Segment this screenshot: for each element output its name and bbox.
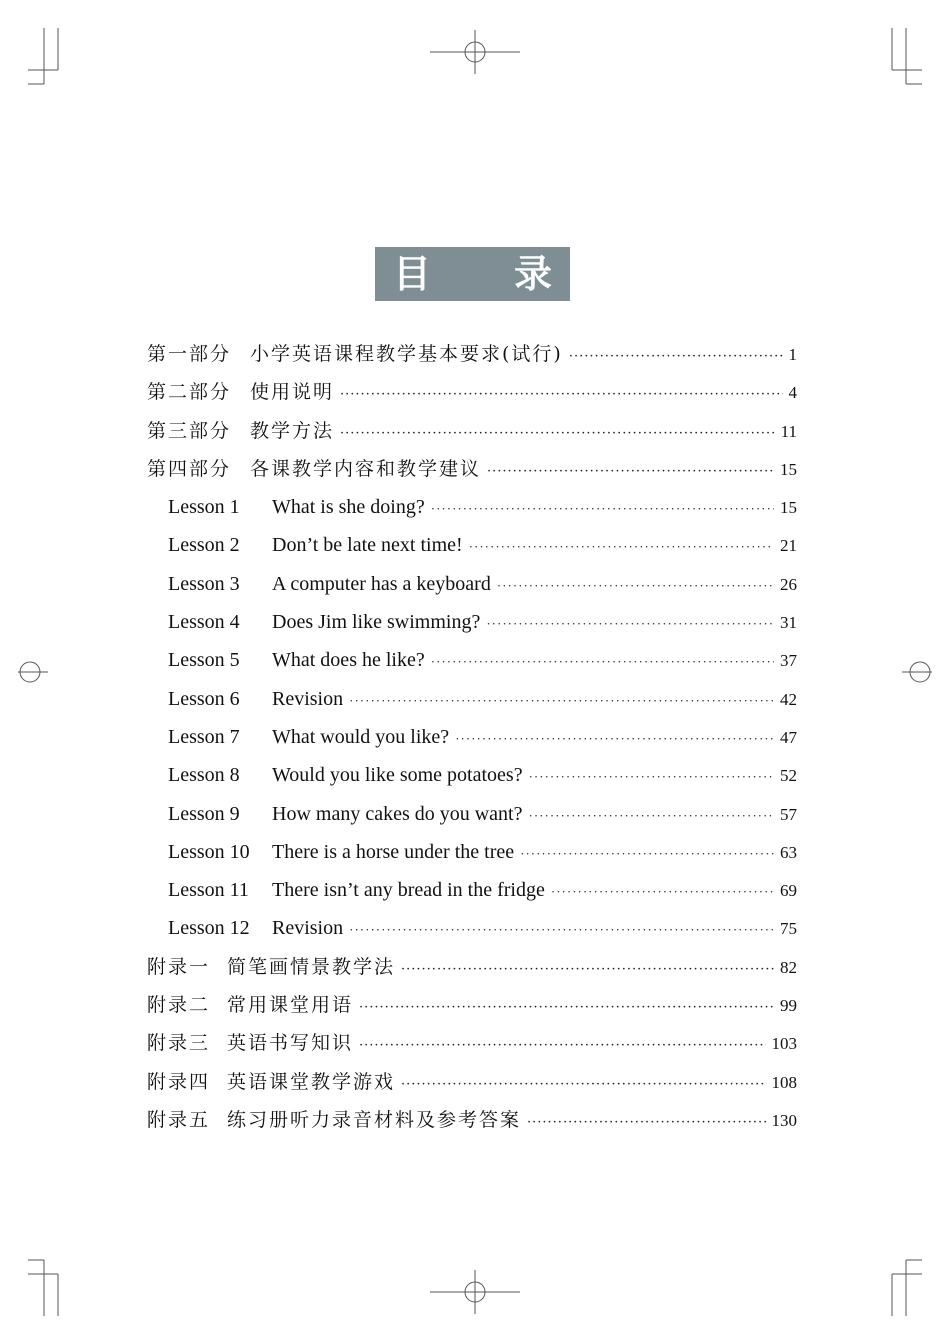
toc-entry-label: 第三部分 bbox=[147, 419, 232, 442]
toc-entry-label: Lesson 1 bbox=[168, 496, 240, 519]
toc-entry-label: Lesson 5 bbox=[168, 649, 240, 672]
toc-entry-title: 小学英语课程教学基本要求(试行) bbox=[250, 343, 563, 365]
toc-entry-label: Lesson 10 bbox=[168, 840, 250, 863]
dot-leader bbox=[359, 989, 774, 1027]
toc-entry-label: Lesson 12 bbox=[168, 917, 250, 940]
dot-leader bbox=[349, 682, 774, 720]
dot-leader bbox=[455, 720, 774, 758]
toc-entry-lesson-10[interactable] bbox=[147, 833, 797, 871]
toc-entry-page: 11 bbox=[780, 421, 797, 441]
toc-entry-page: 15 bbox=[780, 498, 797, 518]
toc-entry-label: 第二部分 bbox=[147, 381, 232, 404]
toc-entry-title: There isn’t any bread in the fridge bbox=[272, 879, 545, 902]
dot-leader bbox=[349, 911, 774, 949]
toc-entry-title: What is she doing? bbox=[272, 496, 425, 519]
toc-entry-title: 各课教学内容和教学建议 bbox=[250, 457, 482, 480]
toc-entry-appendix-5[interactable] bbox=[147, 1101, 797, 1139]
toc-entry-page: 31 bbox=[780, 613, 797, 633]
toc-entry-title: Does Jim like swimming? bbox=[272, 611, 481, 634]
toc-entry-appendix-2[interactable] bbox=[147, 986, 797, 1024]
toc-entry-page: 52 bbox=[780, 766, 797, 786]
toc-entry-title: What would you like? bbox=[272, 725, 450, 748]
toc-entry-page: 42 bbox=[780, 689, 797, 709]
toc-entry-label: Lesson 11 bbox=[168, 879, 249, 902]
dot-leader bbox=[497, 567, 774, 605]
toc-entry-lesson-2[interactable] bbox=[147, 526, 797, 564]
dot-leader bbox=[431, 643, 774, 681]
toc-entry-label: 第四部分 bbox=[147, 457, 232, 480]
dot-leader bbox=[551, 873, 774, 911]
toc-entry-label: Lesson 4 bbox=[168, 611, 240, 634]
toc-entry-label: 附录一 bbox=[147, 955, 211, 978]
dot-leader bbox=[431, 490, 774, 528]
table-of-contents bbox=[147, 335, 797, 1139]
toc-entry-label: 第一部分 bbox=[147, 343, 232, 365]
toc-entry-title: 练习册听力录音材料及参考答案 bbox=[227, 1108, 522, 1131]
toc-entry-part-4[interactable] bbox=[147, 450, 797, 488]
dot-leader bbox=[340, 376, 782, 414]
toc-entry-lesson-3[interactable] bbox=[147, 565, 797, 603]
dot-leader bbox=[527, 1104, 765, 1142]
toc-entry-part-2[interactable] bbox=[147, 373, 797, 411]
toc-entry-page: 57 bbox=[780, 804, 797, 824]
toc-entry-page: 37 bbox=[780, 651, 797, 671]
toc-entry-title: 简笔画情景教学法 bbox=[227, 955, 396, 978]
toc-entry-lesson-9[interactable] bbox=[147, 795, 797, 833]
toc-entry-title: Revision bbox=[272, 687, 344, 710]
toc-entry-title: What does he like? bbox=[272, 649, 425, 672]
dot-leader bbox=[529, 758, 774, 796]
toc-entry-title: Don’t be late next time! bbox=[272, 534, 463, 557]
toc-entry-page: 108 bbox=[771, 1072, 797, 1092]
toc-entry-page: 99 bbox=[780, 996, 797, 1016]
toc-entry-lesson-1[interactable] bbox=[147, 488, 797, 526]
toc-entry-label: Lesson 8 bbox=[168, 764, 240, 787]
page-title bbox=[375, 247, 570, 301]
toc-entry-page: 82 bbox=[780, 957, 797, 977]
toc-entry-page: 47 bbox=[780, 727, 797, 747]
toc-entry-label: Lesson 7 bbox=[168, 725, 240, 748]
toc-entry-page: 26 bbox=[780, 574, 797, 594]
toc-entry-page: 69 bbox=[780, 881, 797, 901]
toc-entry-title: How many cakes do you want? bbox=[272, 802, 523, 825]
toc-entry-page: 63 bbox=[780, 842, 797, 862]
toc-entry-appendix-1[interactable] bbox=[147, 948, 797, 986]
toc-entry-title: Revision bbox=[272, 917, 344, 940]
toc-entry-page: 103 bbox=[771, 1034, 797, 1054]
toc-entry-title: A computer has a keyboard bbox=[272, 572, 491, 595]
toc-entry-label: 附录四 bbox=[147, 1070, 211, 1093]
dot-leader bbox=[401, 1066, 765, 1104]
toc-entry-label: Lesson 3 bbox=[168, 572, 240, 595]
toc-entry-label: 附录三 bbox=[147, 1032, 211, 1055]
toc-entry-page: 130 bbox=[771, 1110, 797, 1130]
toc-entry-label: Lesson 9 bbox=[168, 802, 240, 825]
toc-entry-page: 1 bbox=[788, 345, 797, 364]
toc-entry-label: Lesson 6 bbox=[168, 687, 240, 710]
toc-entry-title: 常用课堂用语 bbox=[227, 994, 354, 1017]
dot-leader bbox=[520, 835, 774, 873]
toc-entry-lesson-4[interactable] bbox=[147, 603, 797, 641]
toc-entry-page: 75 bbox=[780, 919, 797, 939]
toc-entry-label: 附录五 bbox=[147, 1108, 211, 1131]
dot-leader bbox=[569, 338, 783, 376]
toc-entry-lesson-6[interactable] bbox=[147, 680, 797, 718]
toc-entry-lesson-12[interactable] bbox=[147, 909, 797, 947]
toc-entry-page: 15 bbox=[780, 459, 797, 479]
title-char-right: 录 bbox=[513, 252, 552, 296]
toc-entry-page: 21 bbox=[780, 536, 797, 556]
toc-entry-title: There is a horse under the tree bbox=[272, 840, 515, 863]
dot-leader bbox=[487, 453, 774, 491]
title-char-left: 目 bbox=[393, 252, 432, 296]
dot-leader bbox=[529, 797, 775, 835]
toc-entry-appendix-4[interactable] bbox=[147, 1063, 797, 1101]
toc-entry-lesson-8[interactable] bbox=[147, 756, 797, 794]
toc-entry-title: 英语课堂教学游戏 bbox=[227, 1070, 396, 1093]
toc-entry-lesson-7[interactable] bbox=[147, 718, 797, 756]
toc-entry-label: Lesson 2 bbox=[168, 534, 240, 557]
toc-entry-part-1[interactable] bbox=[147, 335, 797, 373]
toc-entry-title: 使用说明 bbox=[250, 381, 335, 404]
dot-leader bbox=[486, 605, 774, 643]
toc-entry-label: 附录二 bbox=[147, 994, 211, 1017]
toc-entry-lesson-11[interactable] bbox=[147, 871, 797, 909]
dot-leader bbox=[401, 951, 774, 989]
toc-entry-page: 4 bbox=[788, 383, 797, 403]
toc-entry-title: Would you like some potatoes? bbox=[272, 764, 523, 787]
dot-leader bbox=[469, 528, 774, 566]
dot-leader bbox=[340, 415, 775, 453]
toc-entry-lesson-5[interactable] bbox=[147, 641, 797, 679]
toc-entry-appendix-3[interactable] bbox=[147, 1024, 797, 1062]
dot-leader bbox=[359, 1027, 765, 1065]
toc-entry-title: 英语书写知识 bbox=[227, 1032, 354, 1055]
toc-entry-part-3[interactable] bbox=[147, 412, 797, 450]
toc-entry-title: 教学方法 bbox=[250, 419, 335, 442]
